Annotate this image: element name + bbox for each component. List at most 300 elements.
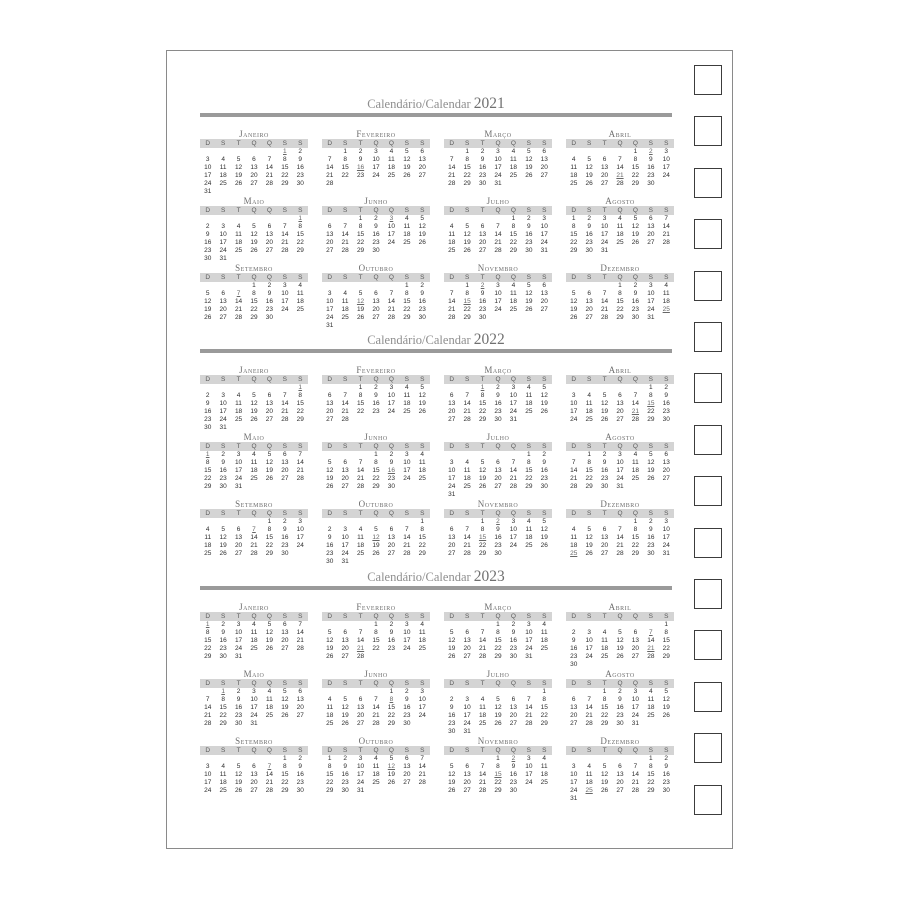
day-cell: 3: [236, 621, 241, 628]
day-cell: 1: [420, 518, 425, 525]
empty-day-cell: [566, 518, 581, 526]
empty-day-cell: [490, 451, 505, 459]
week-row: [200, 172, 308, 180]
empty-day-cell: [612, 661, 627, 669]
day-cell: 18: [525, 534, 533, 541]
day-cell: 14: [281, 400, 289, 407]
day-cell: 2: [221, 451, 225, 458]
day-cell: 25: [296, 306, 304, 313]
empty-day-cell: [246, 755, 261, 763]
week-row: [566, 215, 674, 223]
weekday-letter: D: [327, 207, 333, 214]
day-cell: 11: [463, 467, 471, 474]
weekday-letter: S: [342, 443, 348, 450]
month-name: Junho: [364, 196, 388, 206]
day-cell: 9: [205, 400, 210, 407]
day-cell: 19: [478, 475, 487, 482]
index-tab[interactable]: [694, 733, 722, 763]
day-cell: 30: [219, 653, 227, 660]
day-cell: 12: [448, 637, 456, 644]
empty-day-cell: [475, 451, 490, 459]
day-cell: 3: [405, 451, 409, 458]
weekday-header: [322, 206, 430, 215]
day-cell: 4: [571, 526, 576, 533]
day-cell: 25: [525, 408, 533, 415]
weekday-letter: Q: [266, 510, 272, 517]
week-row: [200, 653, 308, 661]
weekday-letter: Q: [373, 207, 379, 214]
weekday-letter: S: [586, 680, 592, 687]
empty-day-cell: [293, 188, 308, 196]
week-row: [444, 653, 552, 661]
day-cell: 21: [265, 779, 274, 786]
empty-day-cell: [246, 384, 261, 392]
empty-day-cell: [444, 518, 459, 526]
week-row: [322, 298, 430, 306]
holiday-day-cell: 12: [387, 763, 396, 770]
day-cell: 19: [281, 704, 289, 711]
weekday-letter: D: [449, 376, 455, 383]
day-cell: 7: [527, 696, 531, 703]
day-cell: 28: [616, 180, 624, 187]
day-cell: 21: [478, 779, 487, 786]
holiday-day-cell: 7: [236, 290, 241, 297]
weekday-letter: S: [526, 443, 531, 450]
empty-day-cell: [659, 247, 674, 255]
week-row: [200, 475, 308, 483]
day-cell: 2: [511, 621, 516, 628]
day-cell: 24: [631, 712, 640, 719]
day-cell: 4: [542, 621, 547, 628]
weekday-header: [322, 139, 430, 148]
weekday-letter: Q: [632, 613, 638, 620]
day-cell: 11: [204, 534, 212, 541]
year-title: [200, 333, 672, 347]
empty-day-cell: [353, 416, 368, 424]
day-cell: 21: [296, 637, 304, 644]
weekday-letter: Q: [388, 747, 394, 754]
day-cell: 29: [494, 787, 502, 794]
day-cell: 1: [327, 755, 332, 762]
index-tab[interactable]: [694, 630, 722, 660]
weekday-letter: S: [542, 274, 547, 281]
week-row: [322, 290, 430, 298]
day-cell: 9: [374, 223, 378, 230]
day-cell: 28: [585, 720, 593, 727]
day-cell: 13: [616, 400, 624, 407]
day-cell: 16: [478, 164, 487, 171]
weekday-letter: S: [220, 274, 226, 281]
day-cell: 5: [221, 526, 225, 533]
weekday-letter: Q: [266, 140, 272, 147]
day-cell: 28: [296, 475, 304, 482]
index-tab[interactable]: [694, 425, 722, 455]
day-cell: 14: [265, 771, 274, 778]
title-right: Calendar: [425, 333, 474, 347]
empty-day-cell: [475, 491, 490, 499]
day-cell: 19: [570, 306, 578, 313]
day-cell: 23: [403, 712, 411, 719]
week-row: [566, 290, 674, 298]
index-tab[interactable]: [694, 528, 722, 558]
day-cell: 10: [570, 771, 578, 778]
day-cell: 8: [496, 629, 500, 636]
day-cell: 27: [585, 314, 593, 321]
day-cell: 26: [448, 787, 456, 794]
empty-day-cell: [246, 518, 261, 526]
empty-day-cell: [643, 720, 658, 728]
day-cell: 6: [374, 290, 378, 297]
day-cell: 5: [358, 290, 363, 297]
day-cell: 2: [327, 526, 332, 533]
day-cell: 26: [250, 247, 258, 254]
day-cell: 13: [403, 763, 411, 770]
week-row: [200, 400, 308, 408]
day-cell: 18: [219, 779, 227, 786]
day-cell: 19: [525, 298, 533, 305]
index-tab[interactable]: [694, 579, 722, 609]
weekday-letter: S: [220, 613, 226, 620]
day-cell: 16: [418, 298, 426, 305]
weekday-letter: T: [358, 443, 363, 450]
week-row: [566, 653, 674, 661]
day-cell: 11: [632, 459, 639, 466]
index-tab[interactable]: [694, 373, 722, 403]
day-cell: 23: [585, 239, 593, 246]
day-cell: 30: [296, 787, 304, 794]
day-cell: 2: [602, 451, 607, 458]
day-cell: 23: [326, 550, 334, 557]
day-cell: 26: [418, 408, 426, 415]
day-cell: 5: [205, 290, 210, 297]
day-cell: 30: [585, 247, 593, 254]
week-row: [322, 384, 430, 392]
day-cell: 28: [509, 483, 518, 490]
day-cell: 7: [465, 392, 469, 399]
empty-day-cell: [368, 787, 383, 795]
week-row: [322, 558, 430, 566]
day-cell: 31: [509, 416, 518, 423]
day-cell: 23: [387, 645, 396, 652]
month-name: Dezembro: [600, 263, 640, 273]
day-cell: 23: [647, 172, 655, 179]
day-cell: 26: [600, 416, 609, 423]
week-row: [322, 629, 430, 637]
index-tab[interactable]: [694, 219, 722, 249]
day-cell: 21: [341, 408, 349, 415]
day-cell: 18: [585, 779, 593, 786]
weekday-letter: S: [648, 510, 653, 517]
weekday-letter: D: [205, 207, 211, 214]
weekday-letter: Q: [495, 207, 501, 214]
day-cell: 2: [664, 755, 669, 762]
day-cell: 13: [463, 637, 471, 644]
day-cell: 30: [647, 550, 655, 557]
weekday-letter: T: [358, 140, 363, 147]
weekday-letter: S: [664, 376, 669, 383]
weekday-letter: Q: [266, 443, 272, 450]
index-tab[interactable]: [694, 65, 722, 95]
holiday-day-cell: 15: [494, 771, 502, 778]
day-cell: 22: [570, 239, 578, 246]
day-cell: 25: [403, 408, 411, 415]
day-cell: 6: [327, 392, 332, 399]
day-cell: 24: [219, 247, 227, 254]
index-tab[interactable]: [694, 322, 722, 352]
day-cell: 10: [494, 156, 502, 163]
day-cell: 13: [600, 534, 609, 541]
empty-day-cell: [231, 215, 246, 223]
day-cell: 22: [372, 475, 380, 482]
day-cell: 11: [403, 392, 411, 399]
day-cell: 4: [221, 763, 225, 770]
title-left: Calendário/: [367, 97, 426, 111]
index-tab[interactable]: [694, 271, 722, 301]
day-cell: 9: [542, 459, 547, 466]
day-cell: 13: [647, 223, 655, 230]
week-row: [200, 720, 308, 728]
day-cell: 11: [296, 290, 304, 297]
day-cell: 24: [219, 416, 227, 423]
day-cell: 9: [496, 526, 500, 533]
day-cell: 9: [527, 223, 531, 230]
day-cell: 11: [388, 156, 395, 163]
day-cell: 20: [341, 475, 349, 482]
day-cell: 31: [219, 424, 227, 431]
day-cell: 22: [509, 239, 518, 246]
day-cell: 20: [281, 637, 289, 644]
day-cell: 3: [252, 688, 256, 695]
week-row: [322, 239, 430, 247]
day-cell: 3: [602, 215, 607, 222]
day-cell: 16: [585, 231, 593, 238]
weekday-header: [322, 746, 430, 755]
empty-day-cell: [368, 180, 383, 188]
holiday-day-cell: 2: [496, 518, 500, 525]
empty-day-cell: [262, 255, 277, 263]
day-cell: 3: [374, 148, 378, 155]
day-cell: 20: [631, 645, 640, 652]
day-cell: 22: [494, 645, 502, 652]
day-cell: 7: [283, 392, 287, 399]
day-cell: 13: [448, 534, 456, 541]
weekday-letter: S: [586, 274, 592, 281]
holiday-day-cell: 12: [356, 298, 365, 305]
week-row: [200, 629, 308, 637]
day-cell: 12: [250, 400, 258, 407]
day-cell: 10: [463, 704, 471, 711]
empty-day-cell: [566, 451, 581, 459]
day-cell: 7: [480, 629, 485, 636]
day-cell: 18: [234, 408, 243, 415]
day-cell: 10: [647, 290, 655, 297]
day-cell: 30: [494, 416, 502, 423]
weekday-letter: T: [358, 613, 363, 620]
day-cell: 1: [358, 384, 363, 391]
day-cell: 1: [649, 384, 653, 391]
weekday-letter: S: [220, 510, 226, 517]
weekday-letter: S: [526, 747, 531, 754]
week-row: [322, 475, 430, 483]
day-cell: 22: [356, 239, 365, 246]
week-row: [566, 231, 674, 239]
day-cell: 28: [341, 416, 349, 423]
month-name: Agosto: [605, 669, 635, 679]
index-tab[interactable]: [694, 682, 722, 712]
weekday-letter: S: [586, 376, 592, 383]
day-cell: 17: [372, 164, 380, 171]
day-cell: 14: [372, 704, 380, 711]
empty-day-cell: [368, 518, 383, 526]
weekday-letter: Q: [388, 140, 394, 147]
empty-day-cell: [444, 148, 459, 156]
day-cell: 27: [281, 645, 289, 652]
weekday-letter: S: [298, 140, 303, 147]
day-cell: 22: [341, 172, 349, 179]
day-cell: 27: [616, 416, 624, 423]
day-cell: 4: [649, 688, 653, 695]
index-tab[interactable]: [694, 116, 722, 146]
empty-day-cell: [399, 518, 414, 526]
day-cell: 16: [204, 239, 212, 246]
weekday-letter: Q: [632, 510, 638, 517]
day-cell: 19: [387, 771, 396, 778]
empty-day-cell: [353, 688, 368, 696]
day-cell: 2: [236, 688, 241, 695]
day-cell: 16: [219, 637, 227, 644]
day-cell: 13: [326, 231, 334, 238]
week-row: [444, 408, 552, 416]
day-cell: 5: [480, 459, 485, 466]
month-block: [200, 263, 308, 322]
day-cell: 21: [585, 712, 593, 719]
year-section: [200, 333, 672, 563]
day-cell: 6: [343, 629, 347, 636]
empty-day-cell: [384, 416, 399, 424]
day-cell: 12: [525, 156, 533, 163]
week-row: [322, 148, 430, 156]
empty-day-cell: [200, 518, 215, 526]
day-cell: 5: [283, 688, 287, 695]
day-cell: 20: [540, 164, 548, 171]
weekday-letter: Q: [495, 376, 501, 383]
day-cell: 15: [281, 771, 289, 778]
day-cell: 12: [448, 771, 456, 778]
day-cell: 6: [602, 526, 607, 533]
week-row: [322, 645, 430, 653]
day-cell: 26: [494, 720, 502, 727]
weekday-letter: S: [420, 376, 425, 383]
day-cell: 26: [326, 483, 334, 490]
day-cell: 4: [664, 282, 669, 289]
day-cell: 13: [234, 534, 243, 541]
week-row: [444, 459, 552, 467]
empty-day-cell: [659, 314, 674, 322]
day-cell: 25: [372, 779, 380, 786]
weekday-header: [322, 509, 430, 518]
weekday-letter: T: [236, 207, 241, 214]
month-block: [566, 196, 674, 255]
weekday-letter: D: [205, 443, 211, 450]
day-cell: 28: [418, 779, 426, 786]
day-cell: 23: [448, 720, 456, 727]
day-cell: 8: [649, 392, 653, 399]
empty-day-cell: [597, 148, 612, 156]
day-cell: 24: [403, 475, 411, 482]
month-name: Janeiro: [239, 129, 269, 139]
day-cell: 22: [326, 779, 334, 786]
day-cell: 6: [358, 696, 363, 703]
index-tab[interactable]: [694, 168, 722, 198]
day-cell: 5: [236, 763, 241, 770]
day-cell: 2: [449, 696, 454, 703]
day-cell: 5: [465, 223, 469, 230]
day-cell: 13: [570, 704, 578, 711]
week-row: [200, 215, 308, 223]
day-cell: 12: [600, 771, 609, 778]
weekday-letter: S: [404, 443, 409, 450]
weekday-letter: S: [586, 140, 592, 147]
week-row: [200, 247, 308, 255]
weekday-letter: D: [327, 613, 333, 620]
day-cell: 11: [418, 629, 426, 636]
index-tab[interactable]: [694, 476, 722, 506]
empty-day-cell: [399, 558, 414, 566]
day-cell: 1: [374, 451, 378, 458]
day-cell: 7: [267, 156, 272, 163]
holiday-day-cell: 21: [356, 645, 365, 652]
day-cell: 21: [478, 645, 487, 652]
empty-day-cell: [353, 180, 368, 188]
weekday-letter: Q: [266, 613, 272, 620]
day-cell: 3: [511, 384, 516, 391]
day-cell: 6: [221, 290, 225, 297]
day-cell: 19: [647, 467, 655, 474]
day-cell: 28: [265, 787, 274, 794]
day-cell: 9: [618, 696, 622, 703]
day-cell: 26: [570, 314, 578, 321]
day-cell: 16: [509, 771, 518, 778]
day-cell: 14: [296, 629, 304, 636]
day-cell: 18: [570, 542, 578, 549]
week-row: [322, 637, 430, 645]
weekday-letter: S: [526, 376, 531, 383]
month-block: [200, 736, 308, 795]
empty-day-cell: [231, 188, 246, 196]
day-cell: 19: [250, 239, 258, 246]
empty-day-cell: [597, 282, 612, 290]
title-right: Calendar: [425, 570, 474, 584]
weekday-letter: T: [480, 274, 485, 281]
empty-day-cell: [521, 416, 536, 424]
month-block: [566, 129, 674, 188]
month-block: [322, 263, 430, 330]
weekday-letter: S: [220, 140, 226, 147]
day-cell: 13: [341, 467, 349, 474]
day-cell: 17: [418, 704, 426, 711]
day-cell: 8: [327, 763, 332, 770]
day-cell: 29: [265, 550, 274, 557]
day-cell: 22: [478, 408, 487, 415]
day-cell: 25: [265, 712, 274, 719]
day-cell: 21: [662, 231, 670, 238]
day-cell: 12: [204, 298, 212, 305]
day-cell: 2: [389, 621, 394, 628]
day-cell: 5: [327, 629, 332, 636]
index-tab[interactable]: [694, 785, 722, 815]
weekday-letter: T: [480, 376, 485, 383]
month-block: [566, 602, 674, 669]
